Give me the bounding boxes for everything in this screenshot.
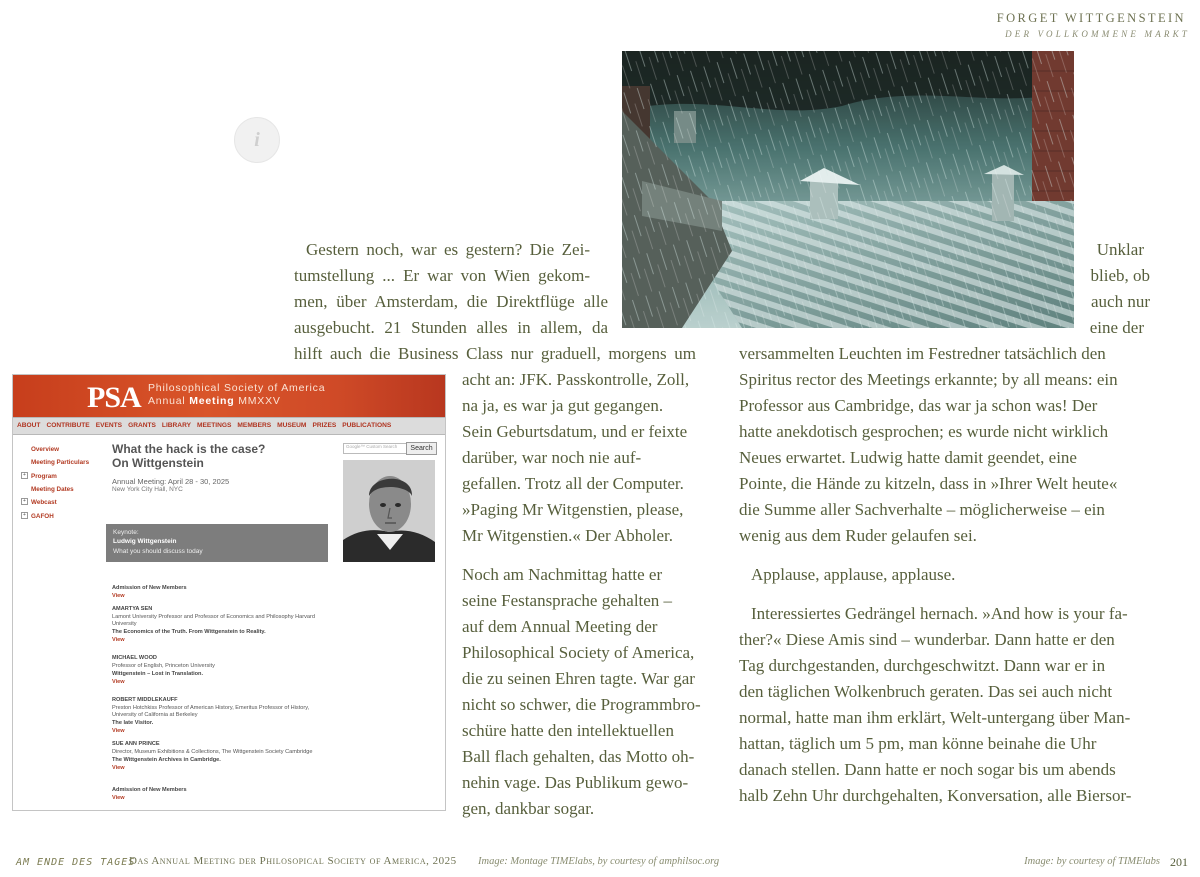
psa-banner [13,375,445,417]
body-line: versammelten Leuchten im Festredner tatsächlich den [739,344,1106,363]
program-item-name: MICHAEL WOOD [112,655,157,661]
body-line: ther?« Diese Amis sind – wunderbar. Dann hatte er den [739,630,1115,649]
psa-logo: PSA [87,381,141,414]
body-line: die zu seinen Ehren tagte. War gar [462,669,695,688]
program-item-role: Preston Hotchkiss Professor of American History, Emeritus Professor of History, [112,705,310,711]
body-line: hatte anekdotisch gesprochen; es wurde nicht wirklich [739,422,1109,441]
body-line: men, über Amsterdam, die Direktflüge alle [294,292,608,311]
body-line: gefallen. Trotz all der Computer. [462,474,684,493]
body-line: tumstellung ... Er war von Wien gekom- [294,266,590,285]
info-button[interactable] [234,117,280,163]
body-line: na ja, es war ja gut gegangen. [462,396,664,415]
running-header-subtitle: DER VOLLKOMMENE MARKT [1005,29,1190,39]
expand-plus-icon[interactable]: + [21,498,28,505]
body-line: nicht so schwer, die Programmbro- [462,695,701,714]
body-line: seine Festansprache gehalten – [462,591,673,610]
psa-society-name: Philosophical Society of America [148,382,326,394]
expand-plus-icon[interactable]: + [21,472,28,479]
program-item-role: University [112,621,137,627]
body-line: Pointe, die Hände zu kitzeln, dass in »Ihrer Welt heute« [739,474,1118,493]
program-item-name: SUE ANN PRINCE [112,741,160,747]
body-line: halb Zehn Uhr durchgehalten, Konversation, alle Biersor- [739,786,1132,805]
footer-image-credit-right: Image: by courtesy of TIMElabs [1024,856,1160,867]
psa-nav-events[interactable]: EVENTS [95,422,123,429]
info-icon: i [254,128,260,151]
psa-keynote-topic: What you should discuss today [113,548,203,555]
program-item-talk: Wittgenstein – Lost in Translation. [112,671,204,677]
body-line: blieb, ob [1090,266,1150,285]
body-line: Unklar [1096,240,1144,259]
psa-meeting-date: Annual Meeting: April 28 - 30, 2025 [112,477,230,486]
psa-sidebar-webcast[interactable]: Webcast [31,499,57,506]
program-view-link[interactable]: View [112,679,125,685]
program-view-link[interactable]: View [112,795,125,801]
psa-nav-contribute[interactable]: CONTRIBUTE [46,422,90,429]
psa-keynote-name: Ludwig Wittgenstein [113,538,177,545]
portrait-illustration [343,460,435,562]
body-line: darüber, war noch nie auf- [462,448,642,467]
program-item-talk: The Wittgenstein Archives in Cambridge. [112,757,221,763]
page-number: 201 [1170,855,1188,869]
program-item-name: Admission of New Members [112,787,187,793]
footer-chapter-title: Das Annual Meeting der Philosopical Society of America, 2025 [129,855,457,867]
program-item-role: University of California at Berkeley [112,712,198,718]
body-line: Interessiertes Gedrängel hernach. »And how is your fa- [751,604,1128,623]
expand-plus-icon[interactable]: + [21,512,28,519]
body-line: danach stellen. Dann hatte er noch sogar bis um abends [739,760,1116,779]
program-item-name: Admission of New Members [112,585,187,591]
psa-headline-line2: On Wittgenstein [112,456,204,470]
program-item-talk: The Economics of the Truth. From Wittgenstein to Reality. [112,629,266,635]
psa-nav-museum[interactable]: MUSEUM [277,422,307,429]
psa-meeting-place: New York City Hall, NYC [112,486,183,493]
psa-nav-members[interactable]: MEMBERS [237,422,272,429]
program-item-role: Lamont University Professor and Professor of Economics and Philosophy Harvard [112,614,316,620]
footer-section-label: AM ENDE DES TAGES [16,857,136,868]
psa-sidebar-gafoh[interactable]: GAFOH [31,513,54,520]
program-item-name: ROBERT MIDDLEKAUFF [112,697,178,703]
psa-search-input[interactable]: Google™ Custom Search [343,443,407,454]
body-line: den täglichen Wolkenbruch geraten. Das sei auch nicht [739,682,1113,701]
body-line: die Summe aller Sachverhalte – möglicherweise – ein [739,500,1105,519]
psa-sidebar-overview[interactable]: Overview [31,446,60,453]
body-line: schüre hatte den intellektuellen [462,721,674,740]
psa-keynote-box [106,524,328,562]
program-item-name: AMARTYA SEN [112,606,153,612]
rain-photo-illustration [622,51,1074,328]
psa-nav-publications[interactable]: PUBLICATIONS [342,422,392,429]
body-line: acht an: JFK. Passkontrolle, Zoll, [462,370,690,389]
program-view-link[interactable]: View [112,637,125,643]
body-line: wenig aus dem Ruder gelaufen sei. [739,526,977,545]
psa-annual-meeting-label [148,395,281,407]
psa-meeting-word: Meeting [189,395,235,407]
program-item-talk: The late Visitor. [112,720,154,726]
body-line: »Paging Mr Witgenstien, please, [462,500,684,519]
psa-nav-grants[interactable]: GRANTS [128,422,156,429]
body-line: Noch am Nachmittag hatte er [462,565,663,584]
body-line: gen, dankbar sogar. [462,799,595,818]
psa-nav-library[interactable]: LIBRARY [161,422,191,429]
program-item-role: Director, Museum Exhibitions & Collections, The Wittgenstein Society Cambridge [112,749,313,755]
program-view-link[interactable]: View [112,593,125,599]
psa-sidebar-meeting-dates[interactable]: Meeting Dates [31,486,74,493]
rain-rooftop-image [622,51,1074,328]
body-line: hattan, täglich um 5 pm, man könne beinahe die Uhr [739,734,1097,753]
running-header-title: FORGET WITTGENSTEIN [996,11,1186,25]
body-line: nehin vage. Das Publikum gewo- [462,773,689,792]
psa-keynote-label: Keynote: [113,529,139,536]
program-view-link[interactable]: View [112,728,125,734]
psa-annual-word: Annual [148,395,186,407]
body-line: eine der [1089,318,1144,337]
body-line: ausgebucht. 21 Stunden alles in allem, da [294,318,608,337]
footer-image-credit-left: Image: Montage TIMElabs, by courtesy of amphilsoc.org [478,856,720,867]
wittgenstein-portrait [343,460,435,562]
body-line: Tag durchgestanden, durchgeschwitzt. Dann war er in [739,656,1106,675]
psa-year: MMXXV [238,395,281,407]
program-item-role: Professor of English, Princeton University [112,663,215,669]
psa-nav-meetings[interactable]: MEETINGS [196,422,232,429]
psa-search-button[interactable]: Search [406,442,437,455]
body-line: Philosophical Society of America, [462,643,695,662]
body-line: Professor aus Cambridge, das war ja schon was! Der [739,396,1098,415]
body-line: normal, hatte man ihm erklärt, Welt-untergang über Man- [739,708,1131,727]
program-view-link[interactable]: View [112,765,125,771]
psa-nav-bar [13,417,445,435]
body-line: Gestern noch, war es gestern? Die Zei- [306,240,590,259]
psa-nav-about[interactable]: ABOUT [17,422,41,429]
body-line: Neues erwartet. Ludwig hatte damit geendet, eine [739,448,1077,467]
psa-website-screenshot [12,374,446,811]
body-line: hilft auch die Business Class nur graduell, morgens um [294,344,696,363]
body-line: Applause, applause, applause. [751,565,956,584]
body-line: Spiritus rector des Meetings erkannte; by all means: ein [739,370,1118,389]
body-line: Ball flach gehalten, das Motto oh- [462,747,695,766]
body-line: Sein Geburtsdatum, und er feixte [462,422,688,441]
psa-nav-prizes[interactable]: PRIZES [312,422,337,429]
body-line: Mr Witgenstien.« Der Abholer. [462,526,673,545]
psa-sidebar-meeting-particulars[interactable]: Meeting Particulars [31,459,90,466]
body-line: auf dem Annual Meeting der [462,617,658,636]
psa-sidebar-program[interactable]: Program [31,473,57,480]
psa-headline-line1: What the hack is the case? [112,442,266,456]
body-line: auch nur [1090,292,1150,311]
psa-headline [112,442,265,470]
